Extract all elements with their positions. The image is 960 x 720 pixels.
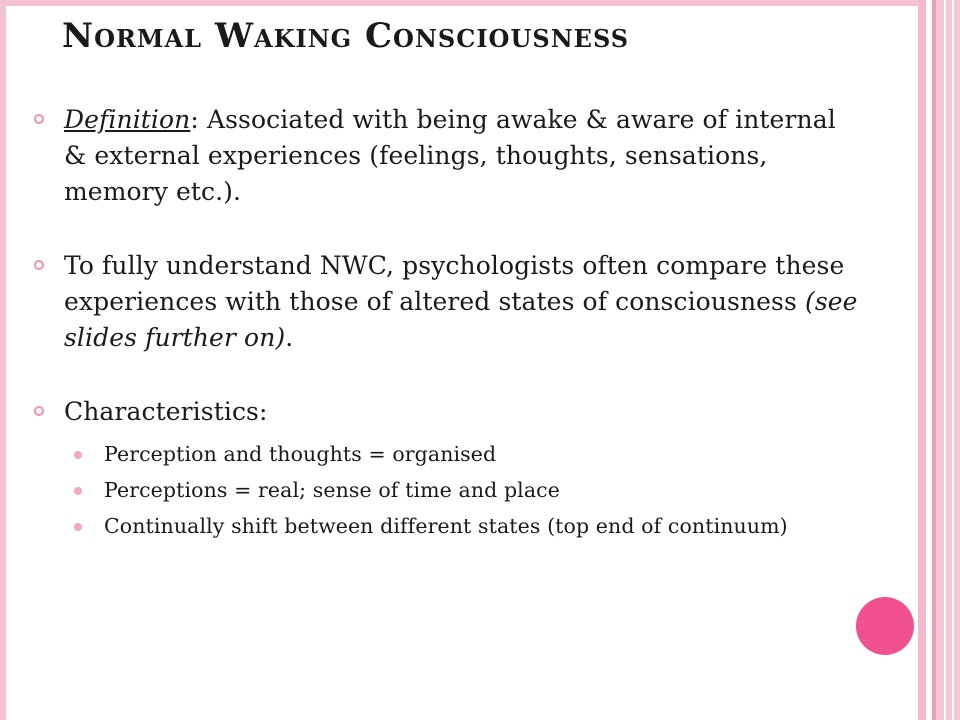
stripe-line <box>952 0 954 720</box>
sub-bullet-dot-icon <box>74 451 82 459</box>
bullet-list <box>34 102 864 548</box>
list-item <box>64 512 864 541</box>
right-stripe <box>918 0 926 720</box>
slide-title: Normal Waking Consciousness <box>62 16 630 56</box>
bullet-ring-icon <box>34 260 44 270</box>
sub-bullet-dot-icon <box>74 487 82 495</box>
bullet-characteristics <box>34 394 864 541</box>
definition-text: : Associated with being awake & aware of internal & external experiences (feelings, thoughts, sensations, memory etc.). <box>64 105 836 206</box>
stripe-line <box>944 0 946 720</box>
sub-item-text: Perception and thoughts = organised <box>104 442 497 466</box>
list-item <box>64 476 864 505</box>
characteristics-heading: Characteristics: <box>64 397 268 426</box>
definition-term: Definition <box>64 105 191 134</box>
sub-bullet-dot-icon <box>74 523 82 531</box>
comparison-end: . <box>285 323 294 352</box>
pink-circle-decoration <box>856 597 914 655</box>
sub-item-text: Continually shift between different states (top end of continuum) <box>104 514 788 538</box>
sub-item-text: Perceptions = real; sense of time and place <box>104 478 560 502</box>
bullet-ring-icon <box>34 114 44 124</box>
characteristics-list <box>64 440 864 541</box>
right-stripe-wide <box>936 0 960 720</box>
comparison-text: To fully understand NWC, psychologists often compare these experiences with those of altered states of consciousness <box>64 251 845 316</box>
list-item <box>64 440 864 469</box>
bullet-ring-icon <box>34 406 44 416</box>
bullet-definition <box>34 102 864 210</box>
comparison-note: (see slides further on) <box>64 287 858 352</box>
bullet-nwc-comparison <box>34 248 864 356</box>
